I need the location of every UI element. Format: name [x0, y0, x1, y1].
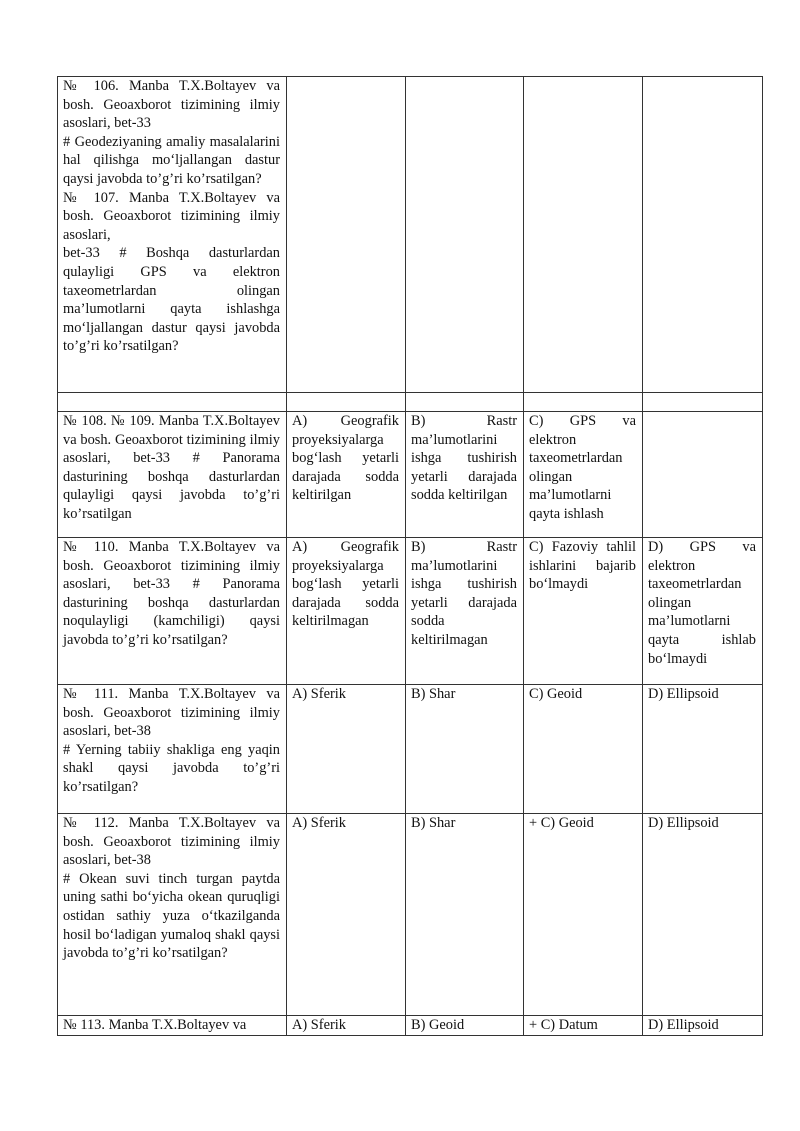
- option-c-cell: C) Fazoviy tahlil ishlarini bajarib bo‘lmaydi: [524, 538, 643, 685]
- option-a-cell: A) Geografik proyeksiyalarga bog‘lash yetarli darajada sodda keltirilgan: [287, 412, 406, 538]
- option-b-cell: B) Shar: [406, 814, 524, 1016]
- table-row: [58, 77, 763, 393]
- table-row: [58, 1016, 763, 1036]
- option-d-cell: D) Ellipsoid: [643, 1016, 763, 1036]
- option-d-cell: D) GPS va elektron taxeometrlardan olingan ma’lumotlarni qayta ishlab bo‘lmaydi: [643, 538, 763, 685]
- question-text: № 108. № 109. Manba T.X.Boltayev va bosh. Geoaxborot tizimining ilmiy asoslari, bet-33 # Panorama dasturining boshqa dasturlardan qulayligi qaysi javobda to’g’ri ko’rsatilgan: [63, 413, 280, 522]
- option-b-cell: B) Rastr ma’lumotlarini ishga tushirish yetarli darajada sodda keltirilmagan: [406, 538, 524, 685]
- question-cell: [58, 814, 287, 1016]
- option-a-cell: [287, 393, 406, 412]
- option-a-cell: A) Sferik: [287, 1016, 406, 1036]
- option-d-cell: D) Ellipsoid: [643, 685, 763, 814]
- table-row: [58, 685, 763, 814]
- option-b-cell: [406, 77, 524, 393]
- option-c-cell: [524, 393, 643, 412]
- option-c-cell: + C) Datum: [524, 1016, 643, 1036]
- question-text: № 111. Manba T.X.Boltayev va bosh. Geoaxborot tizimining ilmiy asoslari, bet-38: [63, 686, 280, 740]
- option-d-cell: [643, 393, 763, 412]
- question-text: № 113. Manba T.X.Boltayev va: [63, 1017, 247, 1033]
- table-row: [58, 393, 763, 412]
- question-cell: [58, 77, 287, 393]
- option-b-cell: [406, 393, 524, 412]
- question-text: № 112. Manba T.X.Boltayev va bosh. Geoaxborot tizimining ilmiy asoslari, bet-38: [63, 815, 280, 869]
- question-text: № 110. Manba T.X.Boltayev va bosh. Geoaxborot tizimining ilmiy asoslari, bet-33 # Panorama dasturining boshqa dasturlardan noqulayligi (kamchiligi) qaysi javobda to’g’ri ko’rsatilgan?: [63, 539, 280, 648]
- option-c-cell: C) Geoid: [524, 685, 643, 814]
- question-cell: [58, 538, 287, 685]
- option-b-cell: B) Rastr ma’lumotlarini ishga tushirish yetarli darajada sodda keltirilgan: [406, 412, 524, 538]
- option-d-cell: [643, 77, 763, 393]
- option-b-cell: B) Shar: [406, 685, 524, 814]
- question-text: # Geodeziyaning amaliy masalalarini hal qilishga mo‘ljallangan dastur qaysi javobda to’g’ri ko’rsatilgan?: [63, 133, 280, 187]
- option-d-cell: [643, 412, 763, 538]
- option-a-cell: A) Geografik proyeksiyalarga bog‘lash yetarli darajada sodda keltirilmagan: [287, 538, 406, 685]
- option-a-cell: [287, 77, 406, 393]
- question-cell: [58, 1016, 287, 1036]
- option-a-cell: A) Sferik: [287, 814, 406, 1016]
- question-text: № 106. Manba T.X.Boltayev va bosh. Geoaxborot tizimining ilmiy asoslari, bet-33: [63, 78, 280, 132]
- question-text: # Okean suvi tinch turgan paytda uning sathi bo‘yicha okean quruqligi ostidan sathiy yuza o‘tkazilganda hosil bo‘ladigan yumaloq shakl qaysi javobda to’g’ri ko’rsatilgan?: [63, 870, 280, 962]
- question-cell: [58, 685, 287, 814]
- question-cell: [58, 393, 287, 412]
- document-page: [57, 76, 762, 1036]
- test-questions-table: [57, 76, 763, 1036]
- option-b-cell: B) Geoid: [406, 1016, 524, 1036]
- table-row: [58, 814, 763, 1016]
- table-row: [58, 538, 763, 685]
- question-cell: [58, 412, 287, 538]
- question-text: № 107. Manba T.X.Boltayev va bosh. Geoaxborot tizimining ilmiy asoslari,: [63, 189, 280, 243]
- option-c-cell: [524, 77, 643, 393]
- option-d-cell: D) Ellipsoid: [643, 814, 763, 1016]
- option-c-cell: C) GPS va elektron taxeometrlardan olingan ma’lumotlarni qayta ishlash: [524, 412, 643, 538]
- option-a-cell: A) Sferik: [287, 685, 406, 814]
- option-c-cell: + C) Geoid: [524, 814, 643, 1016]
- question-text: # Yerning tabiiy shakliga eng yaqin shakl qaysi javobda to’g’ri ko’rsatilgan?: [63, 741, 280, 795]
- question-text: bet-33 # Boshqa dasturlardan qulayligi GPS va elektron taxeometrlardan olingan ma’lumotlarni qayta ishlashga mo‘ljallangan dastur qaysi javobda to’g’ri ko’rsatilgan?: [63, 245, 280, 355]
- table-row: [58, 412, 763, 538]
